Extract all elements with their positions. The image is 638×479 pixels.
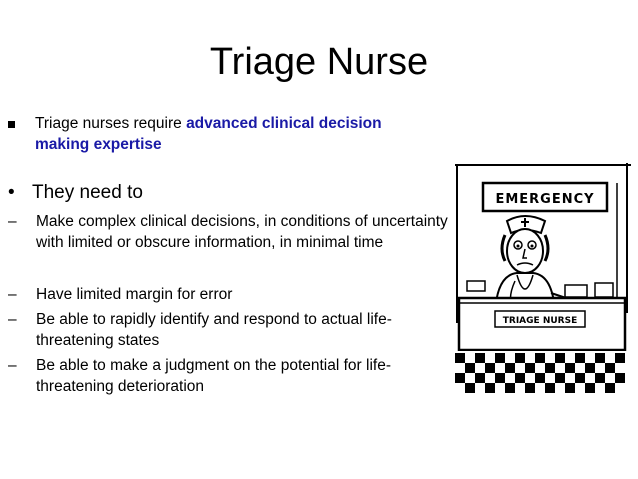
sub-item-text: Make complex clinical decisions, in conditions of uncertainty with limited or obscure information, in minimal time <box>36 213 448 251</box>
sub-item-text: Have limited margin for error <box>36 286 233 303</box>
bullet-highlight: advanced clinical decision making expertise <box>35 115 382 153</box>
sub-item <box>8 310 453 351</box>
checkered-floor <box>455 351 631 397</box>
dash-bullet-icon: – <box>8 357 17 374</box>
sub-item <box>8 356 453 397</box>
sub-item <box>8 212 453 253</box>
bullet-prefix: Triage nurses require <box>35 115 187 132</box>
sub-item-text: Be able to make a judgment on the potential for life-threatening deterioration <box>36 357 391 395</box>
sub-item <box>8 285 453 306</box>
triage-nurse-plate-text: TRIAGE NURSE <box>502 316 578 326</box>
dash-bullet-icon: – <box>8 286 17 303</box>
square-bullet-icon <box>8 121 15 128</box>
bullet-they-need-to <box>8 182 143 204</box>
sub-item-text: Be able to rapidly identify and respond to actual life-threatening states <box>36 311 392 349</box>
emergency-sign-text: EMERGENCY <box>495 192 595 207</box>
triage-nurse-cartoon <box>455 163 631 397</box>
bullet-triage-expertise <box>8 113 448 155</box>
round-bullet-icon: • <box>8 182 15 203</box>
dash-bullet-icon: – <box>8 213 17 230</box>
dash-bullet-icon: – <box>8 311 17 328</box>
bullet-label: They need to <box>32 182 143 203</box>
bullet-text <box>35 113 440 155</box>
slide-title: Triage Nurse <box>209 41 429 83</box>
